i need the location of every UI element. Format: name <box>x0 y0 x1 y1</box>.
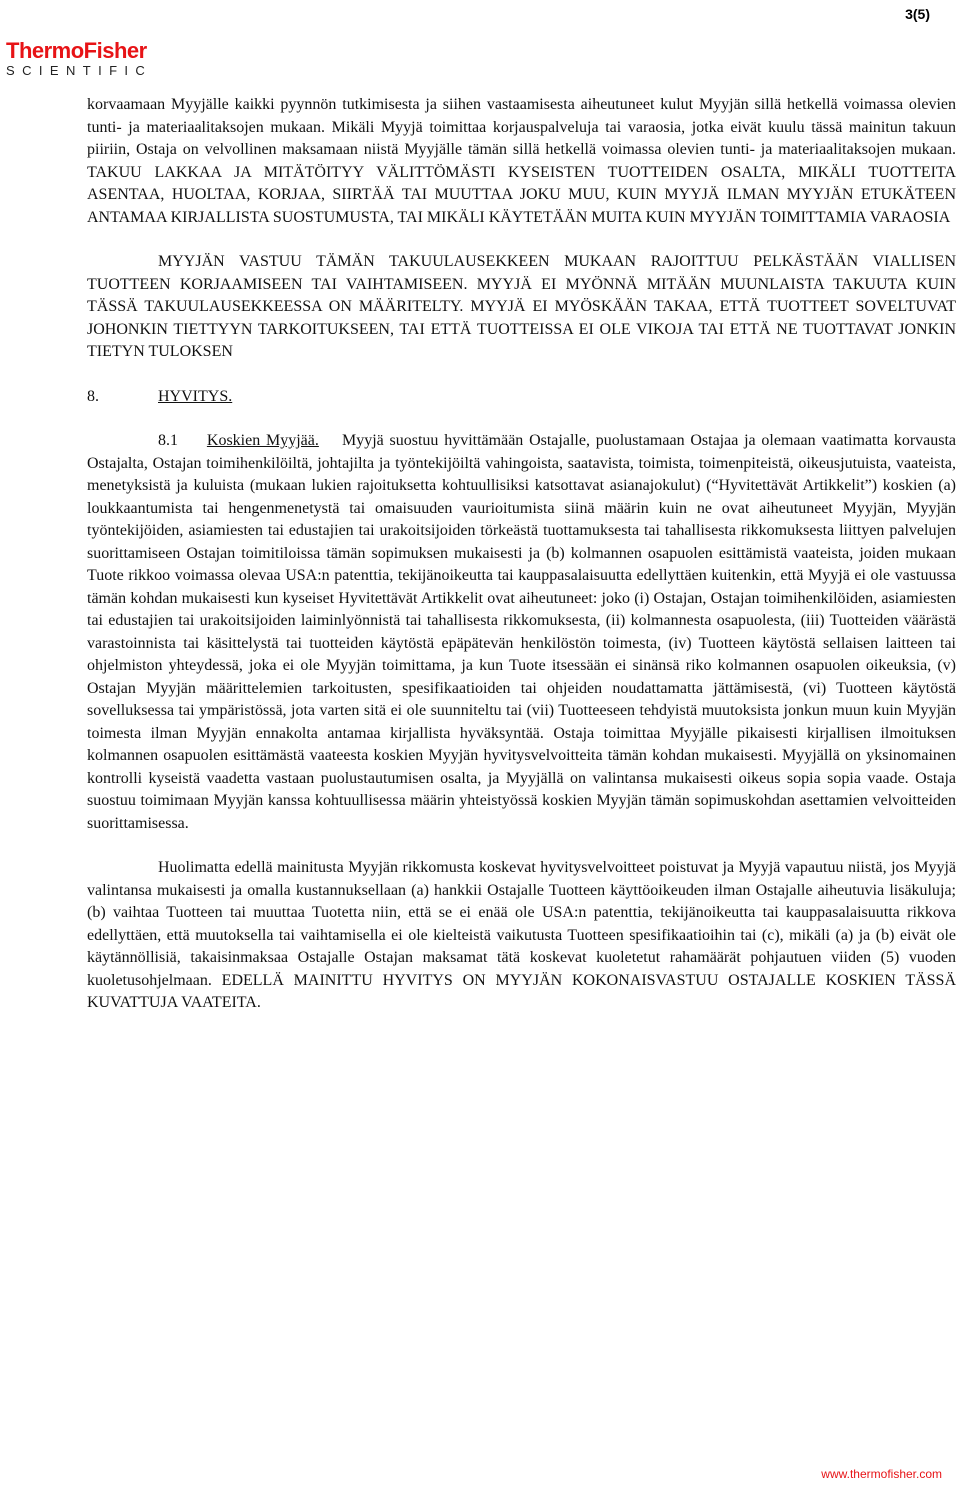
subsection-number: 8.1 <box>158 432 178 449</box>
footer-url: www.thermofisher.com <box>821 1467 942 1481</box>
document-body <box>87 94 956 1015</box>
thermo-fisher-logo <box>6 40 152 79</box>
paragraph-infringement-remedies: Huolimatta edellä mainitusta Myyjän rikkomusta koskevat hyvitysvelvoitteet poistuvat ja Myyjä vapautuu niistä, jos Myyjä valintansa mukaisesti ja omalla kustannuksellaan (a) hankkii Ostajalle Tuotteen käyttöoikeuden ilman Ostajalle aiheutuvia lisäkuluja; (b) vaihtaa Tuotteen tai muuttaa Tuotetta niin, että se ei enää ole USA:n patenttia, tekijänoikeutta tai kauppasalaisuutta rikkova edellyttäen, että muutoksella tai vaihtamisella ei ole kielteistä vaikutusta Tuotteen spesifikaatioihin tai (c), mikäli (a) ja (b) eivät ole käytännöllisiä, takaisinmaksaa Ostajalle Ostajan maksamat tätä koskevat kuoletetut rahamäärät pohjautuen viiden (5) vuoden kuoletusohjelmaan. EDELLÄ MAINITTU HYVITYS ON MYYJÄN KOKONAISVASTUU OSTAJALLE KOSKIEN TÄSSÄ KUVATTUJA VAATEITA. <box>87 859 956 1011</box>
logo-subtitle: SCIENTIFIC <box>6 63 153 78</box>
paragraph-warranty-continued: korvaamaan Myyjälle kaikki pyynnön tutkimisesta ja siihen vastaamisesta aiheutuneet kulut Myyjän sillä hetkellä voimassa olevien tunti- ja materiaalitaksojen mukaan. Mikäli Myyjä toimittaa korjauspalveluja tai varaosia, jotka eivät kuulu tässä mainitun takuun piiriin, Ostaja on velvollinen maksamaan niistä Myyjälle tämän sillä hetkellä voimassa olevien tunti- ja materiaalitaksojen mukaan. TAKUU LAKKAA JA MITÄTÖITYY VÄLITTÖMÄSTI KYSEISTEN TUOTTEIDEN OSALTA, MIKÄLI TUOTTEITA ASENTAA, HUOLTAA, KORJAA, SIIRTÄÄ TAI MUUTTAA JOKU MUU, KUIN MYYJÄ ILMAN MYYJÄN ETUKÄTEEN ANTAMAA KIRJALLISTA SUOSTUMUSTA, TAI MIKÄLI KÄYTETÄÄN MUITA KUIN MYYJÄN TOIMITTAMIA VARAOSIA <box>87 96 956 226</box>
section-title: HYVITYS. <box>158 387 233 405</box>
logo-wordmark: ThermoFisher <box>6 38 147 63</box>
paragraph-indemnity <box>87 430 956 835</box>
section-number: 8. <box>87 387 99 405</box>
indemnity-text: Myyjä suostuu hyvittämään Ostajalle, puolustamaan Ostajaa ja olemaan vaatimatta korvausta Ostajalta, Ostajan toimihenkilöiltä, johtajilta ja työntekijöiltä vahingoista, saatavista, toimista, toimenpiteistä, oikeusjutuista, vaateista, menetyksistä ja kuluista (mukaan lukien rajoituksetta kohtuullisiksi katsottavat asianajokulut) (“Hyvitettävät Artikkelit”) koskien (a) loukkaantumista tai hengenmenetystä tai omaisuuden vaurioitumista siinä määrin kuin ne ovat aiheutuneet Myyjän, Myyjän työntekijöiden, asiamiesten tai edustajien tai urakoitsijoiden törkeästä tuottamuksesta tai tahallisesta rikkomuksesta liittyen palvelujen suorittamiseen Ostajan toimitiloissa tämän sopimuksen mukaisesti ja (b) kolmannen osapuolen esittämistä vaateista, joiden mukaan Tuote rikkoo voimassa olevaa USA:n patenttia, tekijänoikeutta tai kauppasalaisuutta edellyttäen kuitenkin, että Myyjä ei ole vastuussa tämän kohdan mukaisesti kun kyseiset Hyvitettävät Artikkelit ovat aiheutuneet: joko (i) Ostajan, Ostajan toimihenkilöiden, asiamiesten tai edustajien tai urakoitsijoiden laiminlyönnistä tai tahallisesta rikkomuksesta, (ii) kolmannesta osapuolesta, (iii) Tuotteiden väärästä varastoinnista tai käsittelystä tai tuotteiden käytöstä epäpätevän henkilöstön toimesta, (iv) Tuotteen käytöstä sellaisen laitteen tai ohjelmiston yhteydessä, joka ei ole Myyjän toimittama, ja kun Tuote itsessään ei sinänsä riko kolmannen osapuolen oikeuksia, (v) Ostajan Myyjän määrittelemien tarkoitusten, spesifikaatioiden tai ohjeiden noudattamatta jättämisestä, (vi) Tuotteen käytöstä sovelluksessa tai ympäristössä, jota varten sitä ei ole suunniteltu tai (vii) Tuotteeseen tehdyistä muutoksista jonkun muun kuin Myyjän toimesta ilman Myyjän ennakolta antamaa kirjallista hyväksyntää. Ostaja toimittaa Myyjälle pikaisesti kirjallisen ilmoituksen kolmannen osapuolen esittämästä vaateesta koskien Myyjän hyvitysvelvoitteita tämän kohdan mukaisesti. Myyjällä on yksinomainen kontrolli kyseistä vaadetta vastaan puolustautumisen osalta, ja Myyjällä on valintansa mukaisesti oikeus sopia sopia vaade. Ostaja suostuu toimimaan Myyjän kanssa kohtuullisessa määrin yhteistyössä koskien Myyjän tämän sopimuskohdan asettamien velvoitteiden suorittamisessa. <box>87 432 957 832</box>
paragraph-liability-limitation: MYYJÄN VASTUU TÄMÄN TAKUULAUSEKKEEN MUKAAN RAJOITTUU PELKÄSTÄÄN VIALLISEN TUOTTEEN KORJAAMISEEN TAI VAIHTAMISEEN. MYYJÄ EI MYÖNNÄ MITÄÄN MUUNLAISTA TAKUUTA KUIN TÄSSÄ TAKUULAUSEKKEESSA ON MÄÄRITELTY. MYYJÄ EI MYÖSKÄÄN TAKAA, ETTÄ TUOTTEET SOVELTUVAT JOHONKIN TIETTYYN TARKOITUKSEEN, TAI ETTÄ TUOTTEISSA EI OLE VIKOJA TAI ETTÄ NE TUOTTAVAT JONKIN TIETYN TULOKSEN <box>87 253 956 360</box>
page-number: 3(5) <box>905 6 930 22</box>
subsection-title: Koskien Myyjää. <box>206 432 319 449</box>
section-heading <box>87 386 956 409</box>
